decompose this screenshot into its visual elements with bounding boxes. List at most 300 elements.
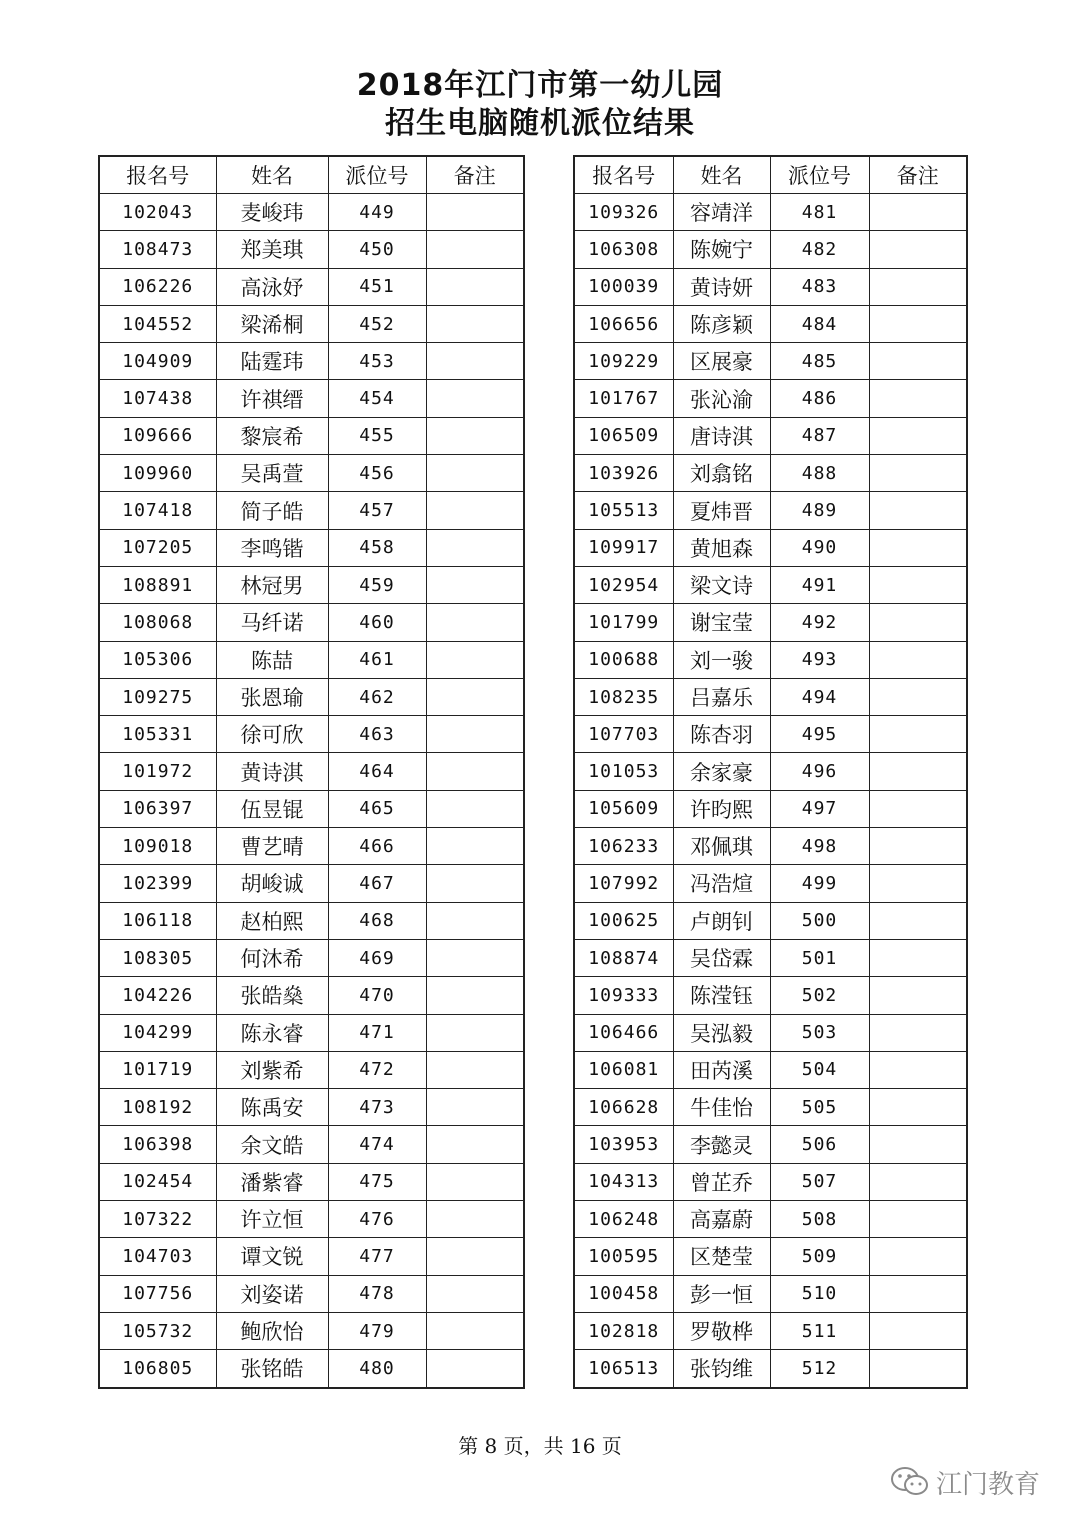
table-row [99, 977, 524, 1014]
cell-name: 张恩瑜 [216, 678, 328, 715]
table-row [99, 380, 524, 417]
cell-seat-number: 475 [328, 1163, 426, 1200]
table-row [574, 716, 967, 753]
cell-seat-number: 469 [328, 939, 426, 976]
cell-name: 陈喆 [216, 641, 328, 678]
table-row [574, 1126, 967, 1163]
cell-note [869, 343, 967, 380]
cell-registration-id: 104313 [574, 1163, 673, 1200]
cell-seat-number: 489 [770, 492, 869, 529]
cell-name: 田芮溪 [673, 1051, 770, 1088]
table-body-left [99, 194, 524, 1388]
cell-registration-id: 101053 [574, 753, 673, 790]
cell-seat-number: 451 [328, 268, 426, 305]
cell-seat-number: 491 [770, 566, 869, 603]
table-row [99, 566, 524, 603]
cell-note [869, 1238, 967, 1275]
cell-registration-id: 106397 [99, 790, 216, 827]
table-header-row [574, 156, 967, 194]
cell-seat-number: 461 [328, 641, 426, 678]
cell-seat-number: 484 [770, 305, 869, 342]
cell-name: 张沁渝 [673, 380, 770, 417]
cell-registration-id: 104703 [99, 1238, 216, 1275]
cell-registration-id: 101767 [574, 380, 673, 417]
page-number: 第 8 页，共 16 页 [458, 1434, 622, 1458]
page-title-line2: 招生电脑随机派位结果 [385, 106, 695, 141]
cell-note [426, 902, 524, 939]
cell-registration-id: 103926 [574, 455, 673, 492]
column-header-name: 姓名 [673, 156, 770, 194]
cell-seat-number: 478 [328, 1275, 426, 1312]
cell-seat-number: 457 [328, 492, 426, 529]
cell-note [426, 1350, 524, 1388]
table-row [99, 305, 524, 342]
table-row [99, 716, 524, 753]
cell-name: 谭文锐 [216, 1238, 328, 1275]
cell-registration-id: 101972 [99, 753, 216, 790]
cell-note [869, 1014, 967, 1051]
cell-seat-number: 498 [770, 828, 869, 865]
cell-registration-id: 101799 [574, 604, 673, 641]
cell-note [426, 1201, 524, 1238]
cell-registration-id: 109229 [574, 343, 673, 380]
table-row [574, 977, 967, 1014]
cell-note [426, 268, 524, 305]
cell-seat-number: 473 [328, 1089, 426, 1126]
cell-name: 徐可欣 [216, 716, 328, 753]
cell-note [869, 1275, 967, 1312]
table-row [99, 678, 524, 715]
cell-seat-number: 483 [770, 268, 869, 305]
table-row [99, 1089, 524, 1126]
cell-name: 林冠男 [216, 566, 328, 603]
cell-registration-id: 100039 [574, 268, 673, 305]
cell-seat-number: 468 [328, 902, 426, 939]
table-row [99, 1163, 524, 1200]
cell-seat-number: 500 [770, 902, 869, 939]
cell-name: 容靖洋 [673, 194, 770, 231]
table-row [99, 1312, 524, 1349]
cell-seat-number: 450 [328, 231, 426, 268]
cell-name: 梁浠桐 [216, 305, 328, 342]
cell-registration-id: 100625 [574, 902, 673, 939]
cell-seat-number: 479 [328, 1312, 426, 1349]
table-row [574, 1275, 967, 1312]
column-header-id: 报名号 [574, 156, 673, 194]
column-header-name: 姓名 [216, 156, 328, 194]
cell-seat-number: 454 [328, 380, 426, 417]
cell-note [426, 455, 524, 492]
cell-note [869, 231, 967, 268]
cell-registration-id: 108305 [99, 939, 216, 976]
cell-seat-number: 497 [770, 790, 869, 827]
cell-note [426, 604, 524, 641]
cell-name: 曾芷乔 [673, 1163, 770, 1200]
cell-note [426, 1163, 524, 1200]
cell-note [869, 1089, 967, 1126]
cell-note [426, 1275, 524, 1312]
cell-registration-id: 100595 [574, 1238, 673, 1275]
cell-seat-number: 481 [770, 194, 869, 231]
cell-name: 黎宸希 [216, 417, 328, 454]
cell-registration-id: 102399 [99, 865, 216, 902]
cell-name: 冯浩煊 [673, 865, 770, 902]
table-row [574, 753, 967, 790]
cell-note [426, 939, 524, 976]
table-row [574, 231, 967, 268]
cell-name: 彭一恒 [673, 1275, 770, 1312]
cell-seat-number: 502 [770, 977, 869, 1014]
table-row [99, 268, 524, 305]
cell-name: 许昀熙 [673, 790, 770, 827]
cell-name: 张钧维 [673, 1350, 770, 1388]
table-row [574, 268, 967, 305]
cell-note [869, 305, 967, 342]
cell-note [426, 1126, 524, 1163]
table-row [99, 343, 524, 380]
cell-name: 陈滢钰 [673, 977, 770, 1014]
cell-note [869, 604, 967, 641]
table-row [99, 641, 524, 678]
cell-note [869, 716, 967, 753]
table-row [574, 1051, 967, 1088]
cell-note [426, 753, 524, 790]
table-row [99, 1350, 524, 1388]
cell-name: 张铭皓 [216, 1350, 328, 1388]
cell-seat-number: 477 [328, 1238, 426, 1275]
cell-registration-id: 106081 [574, 1051, 673, 1088]
cell-name: 梁文诗 [673, 566, 770, 603]
cell-registration-id: 109326 [574, 194, 673, 231]
wechat-icon [890, 1465, 930, 1499]
cell-registration-id: 106466 [574, 1014, 673, 1051]
cell-registration-id: 106805 [99, 1350, 216, 1388]
table-row [99, 790, 524, 827]
cell-note [426, 1051, 524, 1088]
cell-name: 黄诗淇 [216, 753, 328, 790]
cell-note [426, 1014, 524, 1051]
table-header-row [99, 156, 524, 194]
results-table-left [98, 155, 525, 1389]
cell-seat-number: 488 [770, 455, 869, 492]
cell-seat-number: 458 [328, 529, 426, 566]
table-row [574, 492, 967, 529]
cell-registration-id: 109275 [99, 678, 216, 715]
cell-note [869, 455, 967, 492]
cell-name: 胡峻诚 [216, 865, 328, 902]
cell-seat-number: 490 [770, 529, 869, 566]
cell-registration-id: 107322 [99, 1201, 216, 1238]
cell-seat-number: 466 [328, 828, 426, 865]
cell-registration-id: 106226 [99, 268, 216, 305]
cell-registration-id: 108192 [99, 1089, 216, 1126]
cell-note [869, 492, 967, 529]
column-header-note: 备注 [869, 156, 967, 194]
cell-seat-number: 463 [328, 716, 426, 753]
cell-registration-id: 107438 [99, 380, 216, 417]
cell-note [426, 417, 524, 454]
cell-seat-number: 509 [770, 1238, 869, 1275]
cell-note [869, 1051, 967, 1088]
cell-name: 陈婉宁 [673, 231, 770, 268]
cell-name: 高嘉蔚 [673, 1201, 770, 1238]
cell-name: 余家豪 [673, 753, 770, 790]
cell-name: 麦峻玮 [216, 194, 328, 231]
cell-registration-id: 104552 [99, 305, 216, 342]
cell-name: 吴岱霖 [673, 939, 770, 976]
cell-registration-id: 106513 [574, 1350, 673, 1388]
table-row [574, 790, 967, 827]
cell-seat-number: 467 [328, 865, 426, 902]
cell-name: 曹艺晴 [216, 828, 328, 865]
cell-note [426, 231, 524, 268]
cell-note [869, 828, 967, 865]
cell-seat-number: 474 [328, 1126, 426, 1163]
table-row [99, 1126, 524, 1163]
cell-seat-number: 459 [328, 566, 426, 603]
cell-registration-id: 104299 [99, 1014, 216, 1051]
cell-seat-number: 480 [328, 1350, 426, 1388]
cell-seat-number: 501 [770, 939, 869, 976]
table-row [574, 1089, 967, 1126]
cell-registration-id: 102454 [99, 1163, 216, 1200]
cell-seat-number: 460 [328, 604, 426, 641]
cell-name: 陈杏羽 [673, 716, 770, 753]
cell-name: 何沐希 [216, 939, 328, 976]
table-row [99, 417, 524, 454]
cell-note [869, 268, 967, 305]
cell-seat-number: 472 [328, 1051, 426, 1088]
cell-seat-number: 470 [328, 977, 426, 1014]
cell-registration-id: 102043 [99, 194, 216, 231]
cell-name: 区楚莹 [673, 1238, 770, 1275]
cell-name: 刘紫希 [216, 1051, 328, 1088]
cell-seat-number: 455 [328, 417, 426, 454]
cell-seat-number: 505 [770, 1089, 869, 1126]
cell-seat-number: 476 [328, 1201, 426, 1238]
cell-note [869, 977, 967, 1014]
cell-note [869, 753, 967, 790]
cell-name: 夏炜晋 [673, 492, 770, 529]
cell-registration-id: 108891 [99, 566, 216, 603]
table-row [574, 343, 967, 380]
cell-seat-number: 512 [770, 1350, 869, 1388]
cell-name: 牛佳怡 [673, 1089, 770, 1126]
cell-name: 张皓燊 [216, 977, 328, 1014]
cell-seat-number: 510 [770, 1275, 869, 1312]
cell-registration-id: 103953 [574, 1126, 673, 1163]
cell-seat-number: 453 [328, 343, 426, 380]
cell-seat-number: 492 [770, 604, 869, 641]
cell-name: 伍昱锟 [216, 790, 328, 827]
cell-name: 陈禹安 [216, 1089, 328, 1126]
table-row [574, 566, 967, 603]
table-row [99, 865, 524, 902]
cell-name: 陈彦颖 [673, 305, 770, 342]
cell-note [869, 641, 967, 678]
cell-registration-id: 106233 [574, 828, 673, 865]
cell-seat-number: 511 [770, 1312, 869, 1349]
cell-seat-number: 482 [770, 231, 869, 268]
cell-seat-number: 499 [770, 865, 869, 902]
cell-registration-id: 108235 [574, 678, 673, 715]
cell-seat-number: 507 [770, 1163, 869, 1200]
cell-registration-id: 105513 [574, 492, 673, 529]
table-row [574, 828, 967, 865]
table-row [99, 753, 524, 790]
cell-note [869, 902, 967, 939]
table-row [574, 865, 967, 902]
cell-registration-id: 105331 [99, 716, 216, 753]
cell-note [869, 194, 967, 231]
watermark [890, 1462, 1040, 1502]
cell-name: 黄旭森 [673, 529, 770, 566]
cell-name: 李懿灵 [673, 1126, 770, 1163]
cell-note [426, 380, 524, 417]
cell-name: 余文皓 [216, 1126, 328, 1163]
cell-seat-number: 494 [770, 678, 869, 715]
cell-registration-id: 105306 [99, 641, 216, 678]
cell-registration-id: 109960 [99, 455, 216, 492]
table-row [99, 1275, 524, 1312]
cell-note [426, 641, 524, 678]
table-row [574, 1350, 967, 1388]
cell-name: 陈永睿 [216, 1014, 328, 1051]
cell-seat-number: 506 [770, 1126, 869, 1163]
cell-note [426, 678, 524, 715]
watermark-text: 江门教育 [936, 1469, 1041, 1500]
cell-note [869, 939, 967, 976]
cell-seat-number: 465 [328, 790, 426, 827]
cell-seat-number: 486 [770, 380, 869, 417]
cell-name: 许立恒 [216, 1201, 328, 1238]
cell-name: 邓佩琪 [673, 828, 770, 865]
cell-name: 许祺缙 [216, 380, 328, 417]
cell-name: 李鸣锴 [216, 529, 328, 566]
cell-registration-id: 106509 [574, 417, 673, 454]
cell-seat-number: 487 [770, 417, 869, 454]
cell-name: 简子皓 [216, 492, 328, 529]
cell-registration-id: 105732 [99, 1312, 216, 1349]
cell-name: 谢宝莹 [673, 604, 770, 641]
cell-note [426, 977, 524, 1014]
cell-seat-number: 504 [770, 1051, 869, 1088]
table-row [99, 604, 524, 641]
cell-name: 刘姿诺 [216, 1275, 328, 1312]
table-row [574, 939, 967, 976]
cell-seat-number: 464 [328, 753, 426, 790]
cell-seat-number: 493 [770, 641, 869, 678]
cell-name: 区展豪 [673, 343, 770, 380]
table-row [99, 529, 524, 566]
cell-name: 吴泓毅 [673, 1014, 770, 1051]
cell-seat-number: 495 [770, 716, 869, 753]
table-row [99, 1051, 524, 1088]
cell-seat-number: 508 [770, 1201, 869, 1238]
cell-note [869, 1126, 967, 1163]
cell-registration-id: 108068 [99, 604, 216, 641]
cell-seat-number: 485 [770, 343, 869, 380]
table-row [99, 194, 524, 231]
cell-registration-id: 109666 [99, 417, 216, 454]
cell-seat-number: 503 [770, 1014, 869, 1051]
cell-registration-id: 107992 [574, 865, 673, 902]
cell-registration-id: 102818 [574, 1312, 673, 1349]
table-row [574, 902, 967, 939]
cell-note [426, 529, 524, 566]
cell-note [869, 1201, 967, 1238]
cell-note [869, 1350, 967, 1388]
cell-name: 吴禹萱 [216, 455, 328, 492]
cell-name: 鲍欣怡 [216, 1312, 328, 1349]
cell-name: 罗敬桦 [673, 1312, 770, 1349]
cell-note [426, 566, 524, 603]
cell-registration-id: 108874 [574, 939, 673, 976]
cell-note [869, 380, 967, 417]
cell-note [869, 1163, 967, 1200]
table-row [99, 231, 524, 268]
cell-note [426, 305, 524, 342]
cell-registration-id: 107205 [99, 529, 216, 566]
column-header-note: 备注 [426, 156, 524, 194]
table-row [574, 455, 967, 492]
cell-name: 刘翕铭 [673, 455, 770, 492]
cell-registration-id: 102954 [574, 566, 673, 603]
table-row [574, 1312, 967, 1349]
cell-registration-id: 107418 [99, 492, 216, 529]
table-row [574, 1014, 967, 1051]
cell-seat-number: 449 [328, 194, 426, 231]
cell-registration-id: 106118 [99, 902, 216, 939]
table-row [574, 305, 967, 342]
cell-registration-id: 106248 [574, 1201, 673, 1238]
cell-note [426, 865, 524, 902]
table-row [99, 1201, 524, 1238]
cell-registration-id: 107756 [99, 1275, 216, 1312]
table-row [574, 678, 967, 715]
cell-registration-id: 109018 [99, 828, 216, 865]
table-row [99, 492, 524, 529]
cell-registration-id: 106308 [574, 231, 673, 268]
cell-seat-number: 452 [328, 305, 426, 342]
cell-name: 赵柏熙 [216, 902, 328, 939]
table-row [574, 604, 967, 641]
column-header-seat: 派位号 [770, 156, 869, 194]
column-header-id: 报名号 [99, 156, 216, 194]
cell-registration-id: 104226 [99, 977, 216, 1014]
cell-name: 郑美琪 [216, 231, 328, 268]
cell-registration-id: 104909 [99, 343, 216, 380]
table-row [99, 1238, 524, 1275]
table-row [99, 939, 524, 976]
cell-registration-id: 106656 [574, 305, 673, 342]
table-row [574, 1163, 967, 1200]
cell-registration-id: 107703 [574, 716, 673, 753]
results-table-right [573, 155, 968, 1389]
table-row [574, 641, 967, 678]
table-row [574, 1238, 967, 1275]
cell-note [426, 194, 524, 231]
table-row [574, 417, 967, 454]
cell-note [426, 1312, 524, 1349]
table-row [99, 1014, 524, 1051]
cell-note [869, 678, 967, 715]
cell-seat-number: 462 [328, 678, 426, 715]
cell-name: 高泳妤 [216, 268, 328, 305]
table-row [99, 902, 524, 939]
page-title-line1: 2018年江门市第一幼儿园 [356, 68, 724, 103]
cell-name: 陆霆玮 [216, 343, 328, 380]
